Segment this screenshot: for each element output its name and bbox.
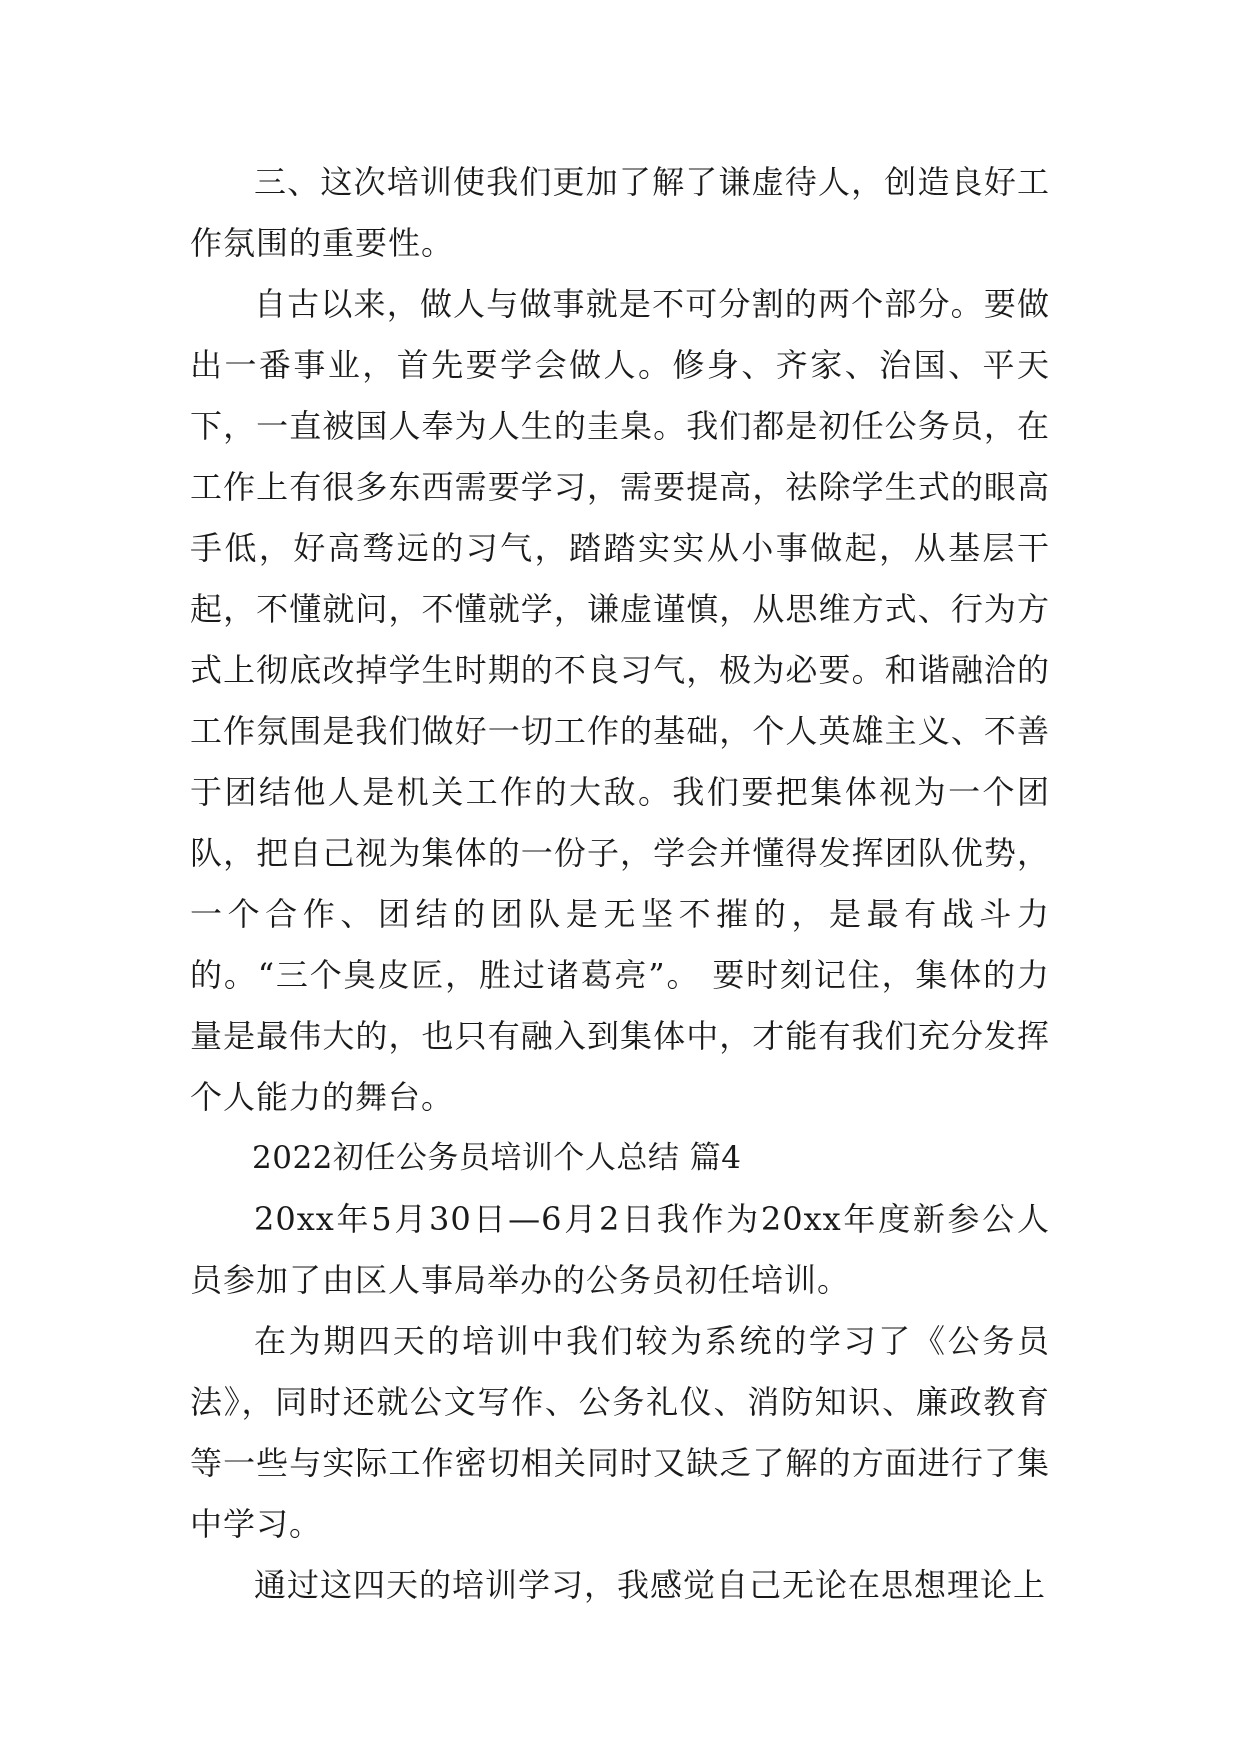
paragraph-reflection: 通过这四天的培训学习，我感觉自己无论在思想理论上 [254, 1566, 1047, 1604]
paragraph-section-three: 三、这次培训使我们更加了解了谦虚待人，创造良好工作氛围的重要性。 [190, 163, 1050, 262]
paragraph-body: 自古以来，做人与做事就是不可分割的两个部分。要做出一番事业，首先要学会做人。修身、齐家、治国、平天下，一直被国人奉为人生的圭臬。我们都是初任公务员，在工作上有很多东西需要学习，需要提高，祛除学生式的眼高手低，好高骛远的习气，踏踏实实从小事做起，从基层干起，不懂就问，不懂就学，谦虚谨慎，从思维方式、行为方式上彻底改掉学生时期的不良习气，极为必要。和谐融洽的工作氛围是我们做好一切工作的基础，个人英雄主义、不善于团结他人是机关工作的大敌。我们要把集体视为一个团队，把自己视为集体的一份子，学会并懂得发挥团队优势，一个合作、团结的团队是无坚不摧的，是最有战斗力的。“三个臭皮匠，胜过诸葛亮”。 要时刻记住，集体的力量是最伟大的，也只有融入到集体中，才能有我们充分发挥个人能力的舞台。 [190, 285, 1050, 1116]
document-page [190, 152, 1050, 1616]
paragraph-training-content: 在为期四天的培训中我们较为系统的学习了《公务员法》，同时还就公文写作、公务礼仪、消防知识、廉政教育等一些与实际工作密切相关同时又缺乏了解的方面进行了集中学习。 [190, 1322, 1050, 1543]
paragraph-training-dates: 20xx年5月30日—6月2日我作为20xx年度新参公人员参加了由区人事局举办的公务员初任培训。 [190, 1200, 1050, 1299]
section-heading: 2022初任公务员培训个人总结 篇4 [252, 1140, 742, 1176]
